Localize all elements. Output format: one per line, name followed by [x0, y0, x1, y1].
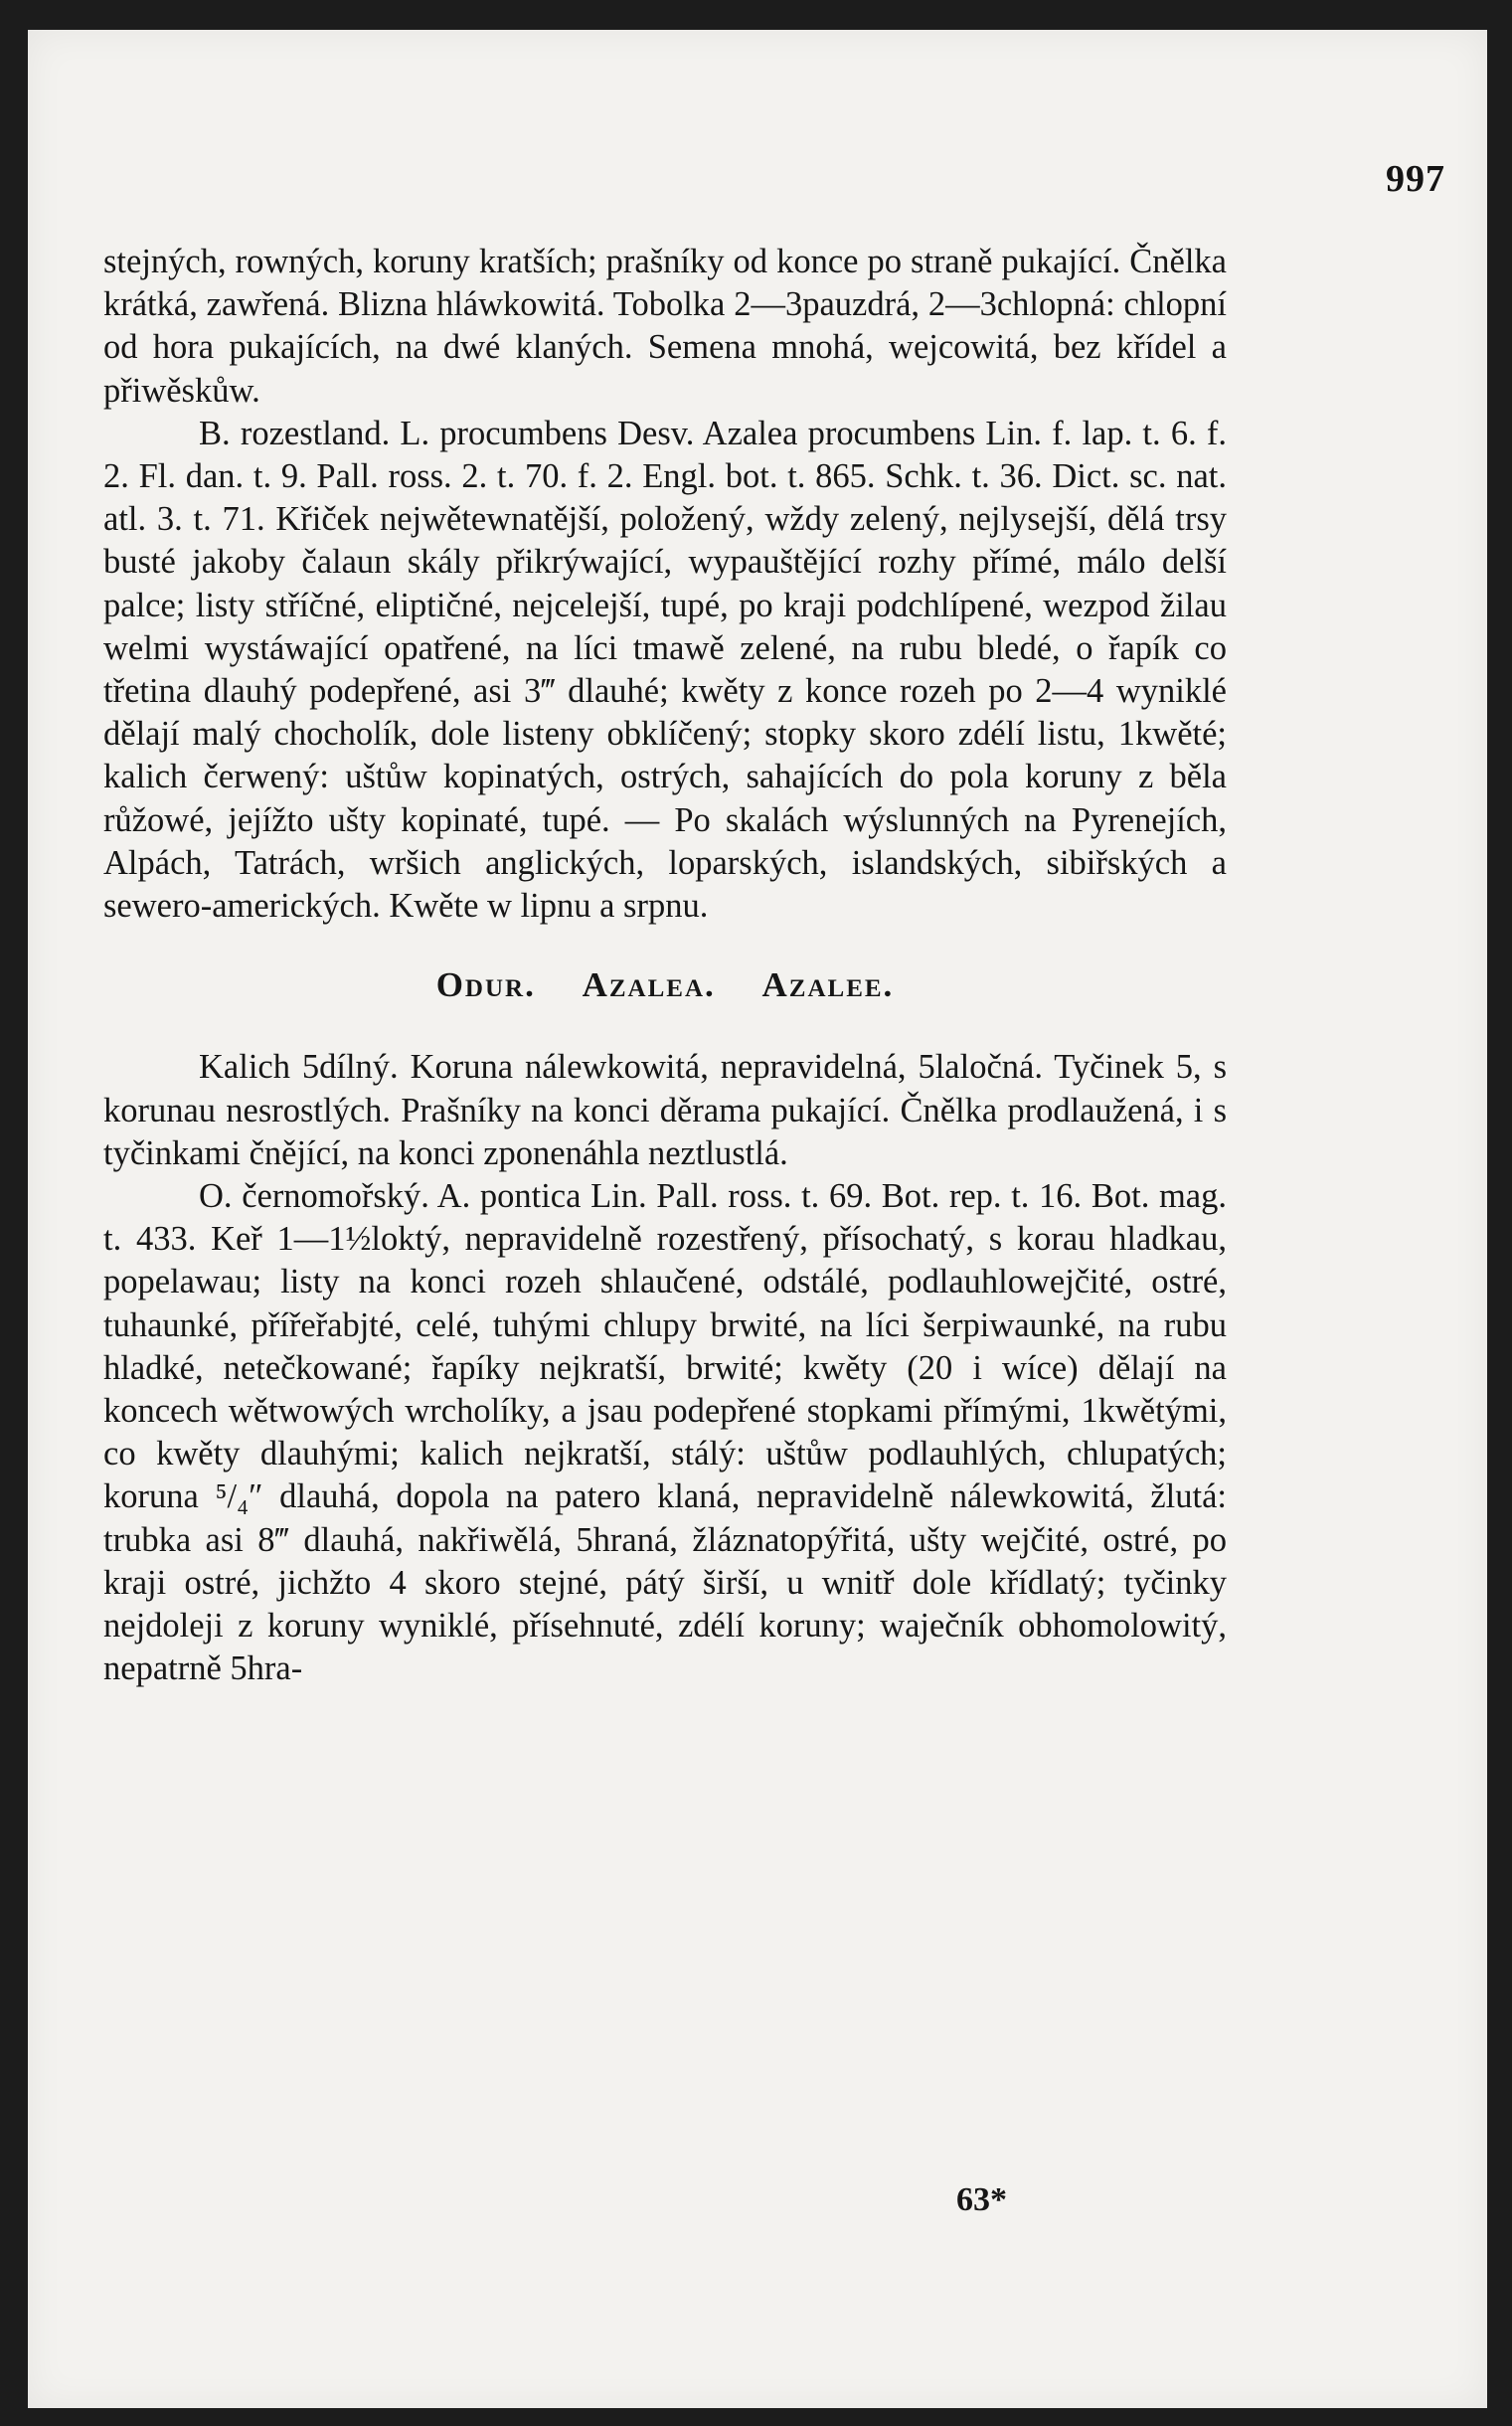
paragraph-description: stejných, rowných, koruny kratších; prašníky od konce po straně pukající. Čnělka krátká, zawřená. Blizna hláwkowitá. Tobolka 2—3pauzdrá, 2—3chlopná: chlopní od hora pukajících, na dwé klaných. Semena mnohá, wejcowitá, bez křídel a přiwěskůw.	[103, 243, 1227, 410]
paragraph-species-b: B. rozestland. L. procumbens Desv. Azalea procumbens Lin. f. lap. t. 6. f. 2. Fl. dan. t. 9. Pall. ross. 2. t. 70. f. 2. Engl. bot. t. 865. Schk. t. 36. Dict. sc. nat. atl. 3. t. 71. Křiček nejwětewnatější, položený, wždy zelený, nejlysejší, dělá trsy busté jakoby čalaun skály přikrýwající, wypauštějící rozhy přímé, málo delší palce; listy stříčné, eliptičné, nejcelejší, tupé, po kraji podchlípené, wezpod žilau welmi wystáwající opatřené, na líci tmawě zelené, na rubu bledé, o řapík co třetina dlauhý podepřené, asi 3‴ dlauhé; kwěty z konce rozeh po 2—4 wyniklé dělají malý chocholík, dole listeny obklíčený; stopky skoro zdélí listu, 1kwěté; kalich čerwený: uštůw kopinatých, ostrých, sahajících do pola koruny z běla růžowé, jejížto ušty kopinaté, tupé. — Po skalách wýslunných na Pyrenejích, Alpách, Tatrách, wršich anglických, loparských, islandských, sibiřských a sewero-amerických. Kwěte w lipnu a srpnu.	[103, 414, 1227, 926]
heading-latin: Azalea.	[582, 965, 716, 1005]
signature-mark: 63*	[956, 2181, 1007, 2218]
book-page	[28, 30, 1487, 2408]
text-block	[103, 241, 1227, 1691]
heading-german: Azalee.	[761, 965, 895, 1005]
genus-heading	[103, 963, 1227, 1006]
page-number: 997	[1386, 158, 1445, 200]
heading-czech: Odur.	[435, 965, 536, 1005]
paragraph-species-o: O. černomořský. A. pontica Lin. Pall. ross. t. 69. Bot. rep. t. 16. Bot. mag. t. 433. Keř 1—1½loktý, nepravidelně rozestřený, přísochatý, s korau hladkau, popelawau; listy na konci rozeh shlaučené, odstálé, podlauhlowejčité, ostré, tuhaunké, přířeřabjté, celé, tuhými chlupy brwité, na líci šerpiwaunké, na rubu hladké, netečkowané; řapíky nejkratší, brwité; kwěty (20 i wíce) dělají na koncech wětwowých wrcholíky, a jsau podepřené stopkami přímými, 1kwětými, co kwěty dlauhými; kalich nejkratší, stálý: uštůw podlauhlých, chlupatých; koruna ⁵/₄″ dlauhá, dopola na patero klaná, nepravidelně nálewkowitá, žlutá: trubka asi 8‴ dlauhá, nakřiwělá, 5hraná, žláznatopýřitá, ušty wejčité, ostré, po kraji ostré, jichžto 4 skoro stejné, pátý širší, u wnitř dole křídlatý; tyčinky nejdoleji z koruny wyniklé, přísehnuté, zdélí koruny; waječník obhomolowitý, nepatrně 5hra-	[103, 1177, 1227, 1688]
paragraph-genus-description: Kalich 5dílný. Koruna nálewkowitá, nepravidelná, 5laločná. Tyčinek 5, s korunau nesrostlých. Prašníky na konci děrama pukající. Čnělka prodlaužená, i s tyčinkami čnějící, na konci zponenáhla neztlustlá.	[103, 1048, 1227, 1172]
